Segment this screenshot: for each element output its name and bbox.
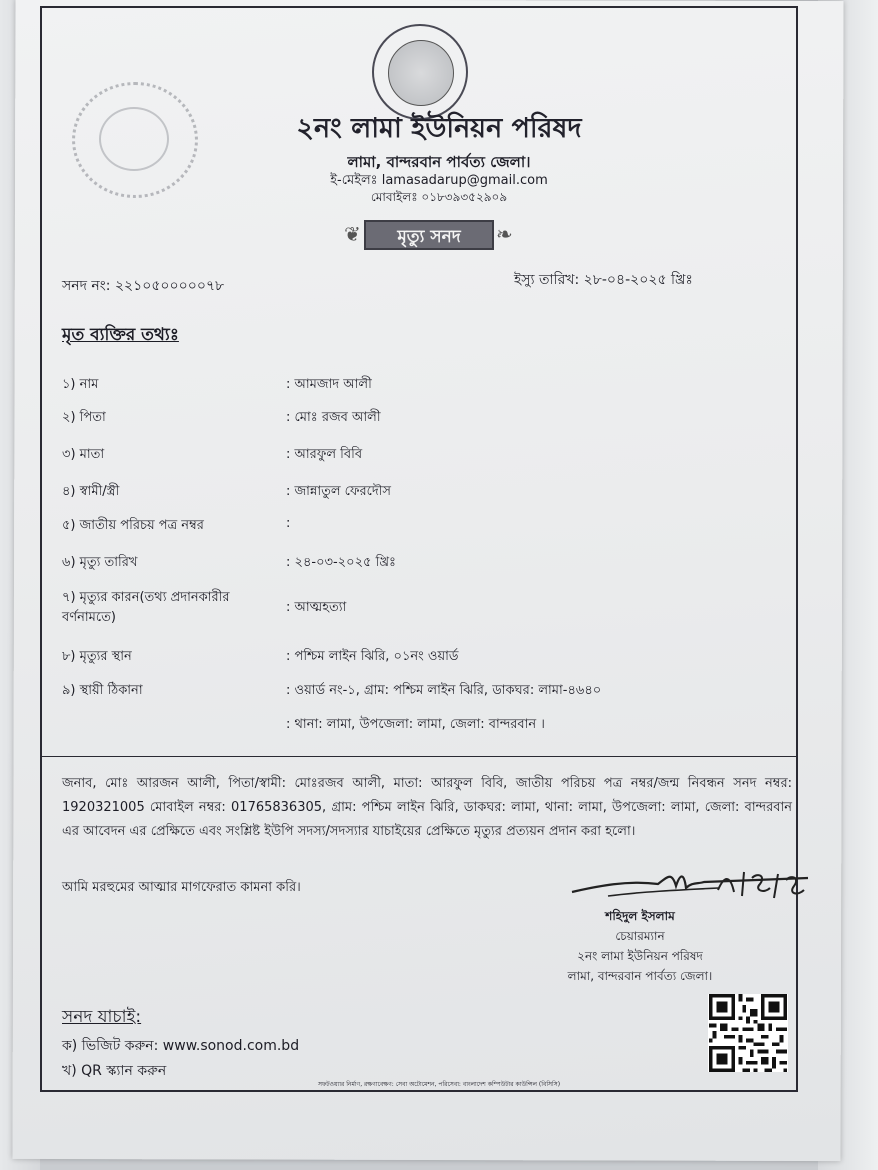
row-label-mother: ৩) মাতা [62, 447, 105, 462]
organization-title: ২নং লামা ইউনিয়ন পরিষদ [296, 113, 582, 144]
row-value-mother: : আরফুল বিবি [286, 447, 363, 462]
row-value-father: : মোঃ রজব আলী [286, 410, 381, 425]
organization-email: ই-মেইলঃ lamasadarup@gmail.com [330, 173, 548, 188]
signatory-block [530, 906, 750, 986]
organization-phone: মোবাইলঃ ০১৮৩৯৩৫২৯০৯ [370, 190, 508, 204]
certificate-title: মৃত্যু সনদ [364, 220, 494, 250]
qr-code-icon [708, 994, 788, 1072]
handwritten-signature [568, 866, 828, 906]
deceased-section-title: মৃত ব্যক্তির তথ্যঃ [62, 325, 179, 345]
signatory-organization: ২নং লামা ইউনিয়ন পরিষদ [577, 949, 703, 963]
row-label-father: ২) পিতা [62, 410, 106, 425]
verification-website: ক) ভিজিট করুন: www.sonod.com.bd [62, 1038, 300, 1054]
organization-address: লামা, বান্দরবান পার্বত্য জেলা। [347, 153, 531, 171]
row-label-nid: ৫) জাতীয় পরিচয় পত্র নম্বর [62, 518, 204, 533]
ornament-right-icon: ❧ [496, 222, 513, 246]
row-value-spouse: : জান্নাতুল ফেরদৌস [286, 484, 391, 499]
divider [41, 756, 797, 757]
certificate-title-badge [344, 218, 516, 254]
prayer-text: আমি মরহুমের আত্মার মাগফেরাত কামনা করি। [62, 880, 301, 895]
verification-title: সনদ যাচাই: [62, 1007, 142, 1027]
row-label-death-cause: ৭) মৃত্যুর কারন(তথ্য প্রদানকারীর বর্ণনামতে) [62, 590, 230, 625]
row-value-death-place: : পশ্চিম লাইন ঝিরি, ০১নং ওয়ার্ড [286, 649, 459, 664]
row-label-death-place: ৮) মৃত্যুর স্থান [62, 649, 132, 664]
issue-date: ইস্যু তারিখ: ২৮-০৪-২০২৫ খ্রিঃ [514, 272, 693, 288]
row-label-death-date: ৬) মৃত্যু তারিখ [62, 555, 138, 570]
verification-qr-instruction: খ) QR স্ক্যান করুন [62, 1063, 167, 1079]
row-value-name: : আমজাদ আলী [286, 377, 372, 392]
footer-credit: সফটওয়্যার নির্মাণ, রক্ষণাবেক্ষণ: সেবা অটোমেশন, পরিসেবা: বাংলাদেশ কম্পিউটার কাউন্সিল (বিসিসি) [317, 1081, 561, 1088]
row-value-nid: : [286, 516, 291, 531]
row-value-death-cause: : আত্মহত্যা [286, 600, 347, 615]
row-label-spouse: ৪) স্বামী/স্ত্রী [62, 484, 120, 499]
row-value-death-date: : ২৪-০৩-২০২৫ খ্রিঃ [286, 555, 396, 570]
row-label-name: ১) নাম [62, 377, 99, 392]
certificate-number: সনদ নং: ২২১০৫০০০০০৭৮ [62, 278, 225, 294]
row-value-address-line2: : থানা: লামা, উপজেলা: লামা, জেলা: বান্দরবান । [286, 717, 545, 732]
row-label-permanent-address: ৯) স্থায়ী ঠিকানা [62, 683, 143, 698]
government-seal-icon [372, 24, 468, 120]
signatory-name: শহিদুল ইসলাম [605, 909, 675, 923]
certification-statement: জনাব, মোঃ আরজন আলী, পিতা/স্বামী: মোঃরজব আলী, মাতা: আরফুল বিবি, জাতীয় পরিচয় পত্র নম্বর/জন্ম নিবন্ধন সনদ নম্বর: 1920321005 মোবাইল নম্বর: 01765836305, গ্রাম: পশ্চিম লাইন ঝিরি, ডাকঘর: লামা, থানা: লামা, উপজেলা: লামা, জেলা: বান্দরবান এর আবেদন এর প্রেক্ষিতে এবং সংশ্লিষ্ট ইউপি সদস্য/সদস্যার যাচাইয়ের প্রেক্ষিতে মৃত্যুর প্রত্যয়ন প্রদান করা হলো। [62, 776, 792, 839]
signatory-district: লামা, বান্দরবান পার্বত্য জেলা। [567, 969, 713, 983]
signatory-designation: চেয়ারম্যান [615, 929, 665, 943]
ornament-left-icon: ❦ [344, 222, 361, 246]
row-value-permanent-address: : ওয়ার্ড নং-১, গ্রাম: পশ্চিম লাইন ঝিরি, ডাকঘর: লামা-৪৬৪০ [286, 683, 602, 698]
